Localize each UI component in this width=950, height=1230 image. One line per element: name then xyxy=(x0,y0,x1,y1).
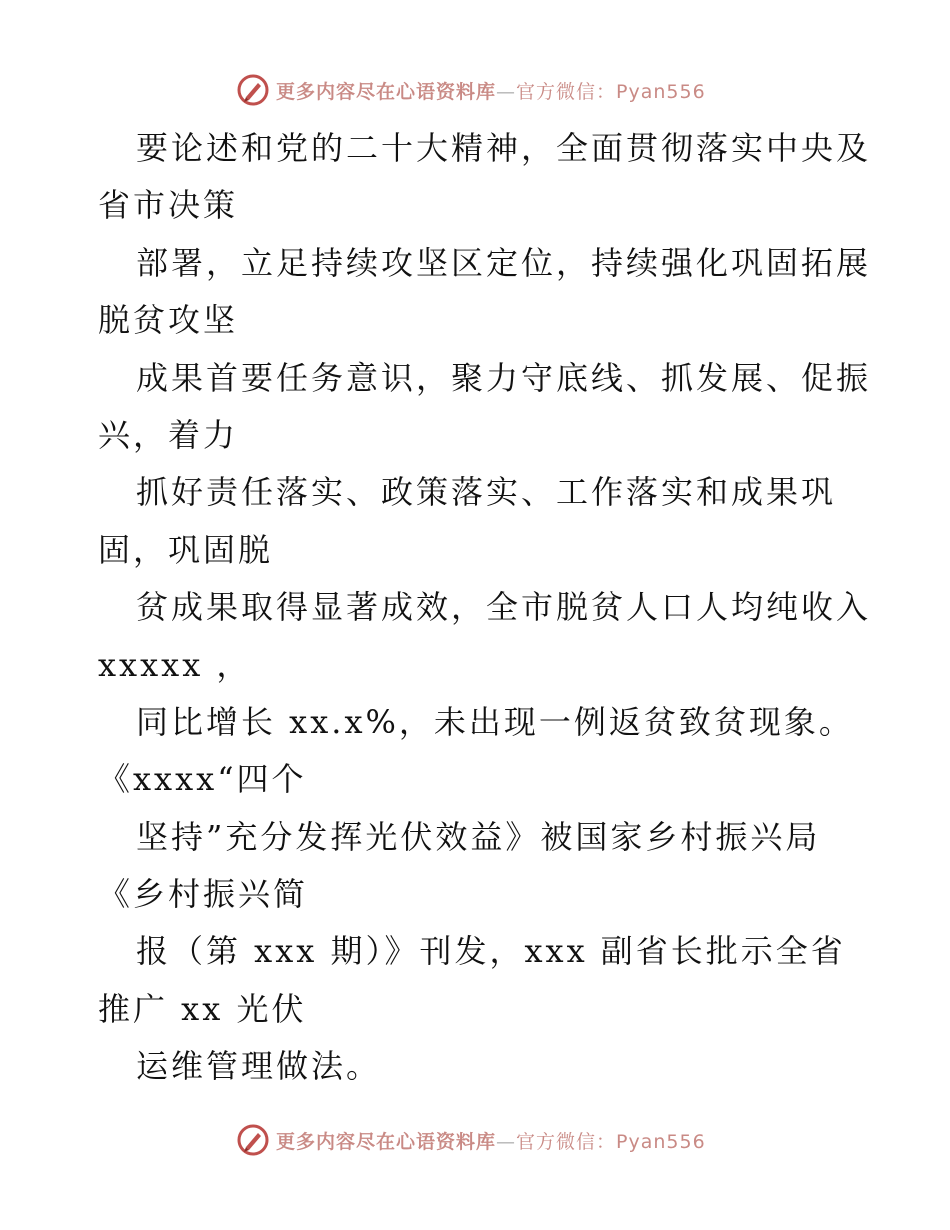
watermark-contact-text: 官方微信：Pyan556 xyxy=(516,1130,706,1153)
text-line-13: 坚持”充分发挥光伏效益》被国家乡村振兴局 xyxy=(136,817,821,856)
watermark-text xyxy=(276,1127,706,1154)
text-line-2: 省市决策 xyxy=(98,186,239,225)
text-line-8: 固，巩固脱 xyxy=(98,530,274,569)
text-line-3: 部署，立足持续攻坚区定位，持续强化巩固拓展 xyxy=(136,243,872,282)
text-line-5: 成果首要任务意识，聚力守底线、抓发展、促振 xyxy=(136,358,872,397)
text-line-14: 《乡村振兴简 xyxy=(98,875,309,914)
footer-watermark xyxy=(236,1120,706,1160)
text-line-11: 同比增长 xx.x%，未出现一例返贫致贫现象。 xyxy=(136,702,854,741)
text-line-6: 兴，着力 xyxy=(98,415,239,454)
watermark-dash: — xyxy=(496,1130,517,1153)
watermark-main-text: 更多内容尽在心语资料库 xyxy=(276,1130,497,1153)
text-line-10: xxxxx ， xyxy=(98,645,252,684)
text-line-1: 要论述和党的二十大精神，全面贯彻落实中央及 xyxy=(136,129,872,167)
watermark-contact-text: 官方微信：Pyan556 xyxy=(516,80,706,103)
text-line-7: 抓好责任落实、政策落实、工作落实和成果巩 xyxy=(136,473,837,512)
text-line-16: 推广 xx 光伏 xyxy=(98,989,307,1028)
text-line-17: 运维管理做法。 xyxy=(136,1047,382,1086)
text-line-9: 贫成果取得显著成效，全市脱贫人口人均纯收入 xyxy=(136,588,872,627)
pen-logo-icon xyxy=(236,1123,270,1157)
text-line-4: 脱贫攻坚 xyxy=(98,301,239,340)
watermark-text xyxy=(276,77,706,104)
pen-logo-icon xyxy=(236,73,270,107)
watermark-main-text: 更多内容尽在心语资料库 xyxy=(276,80,497,103)
text-line-12: 《xxxx“四个 xyxy=(98,760,307,799)
document-body xyxy=(98,120,888,1096)
watermark-dash: — xyxy=(496,80,517,103)
header-watermark xyxy=(236,70,706,110)
text-line-15: 报（第 xxx 期）》刊发，xxx 副省长批示全省 xyxy=(136,932,846,971)
